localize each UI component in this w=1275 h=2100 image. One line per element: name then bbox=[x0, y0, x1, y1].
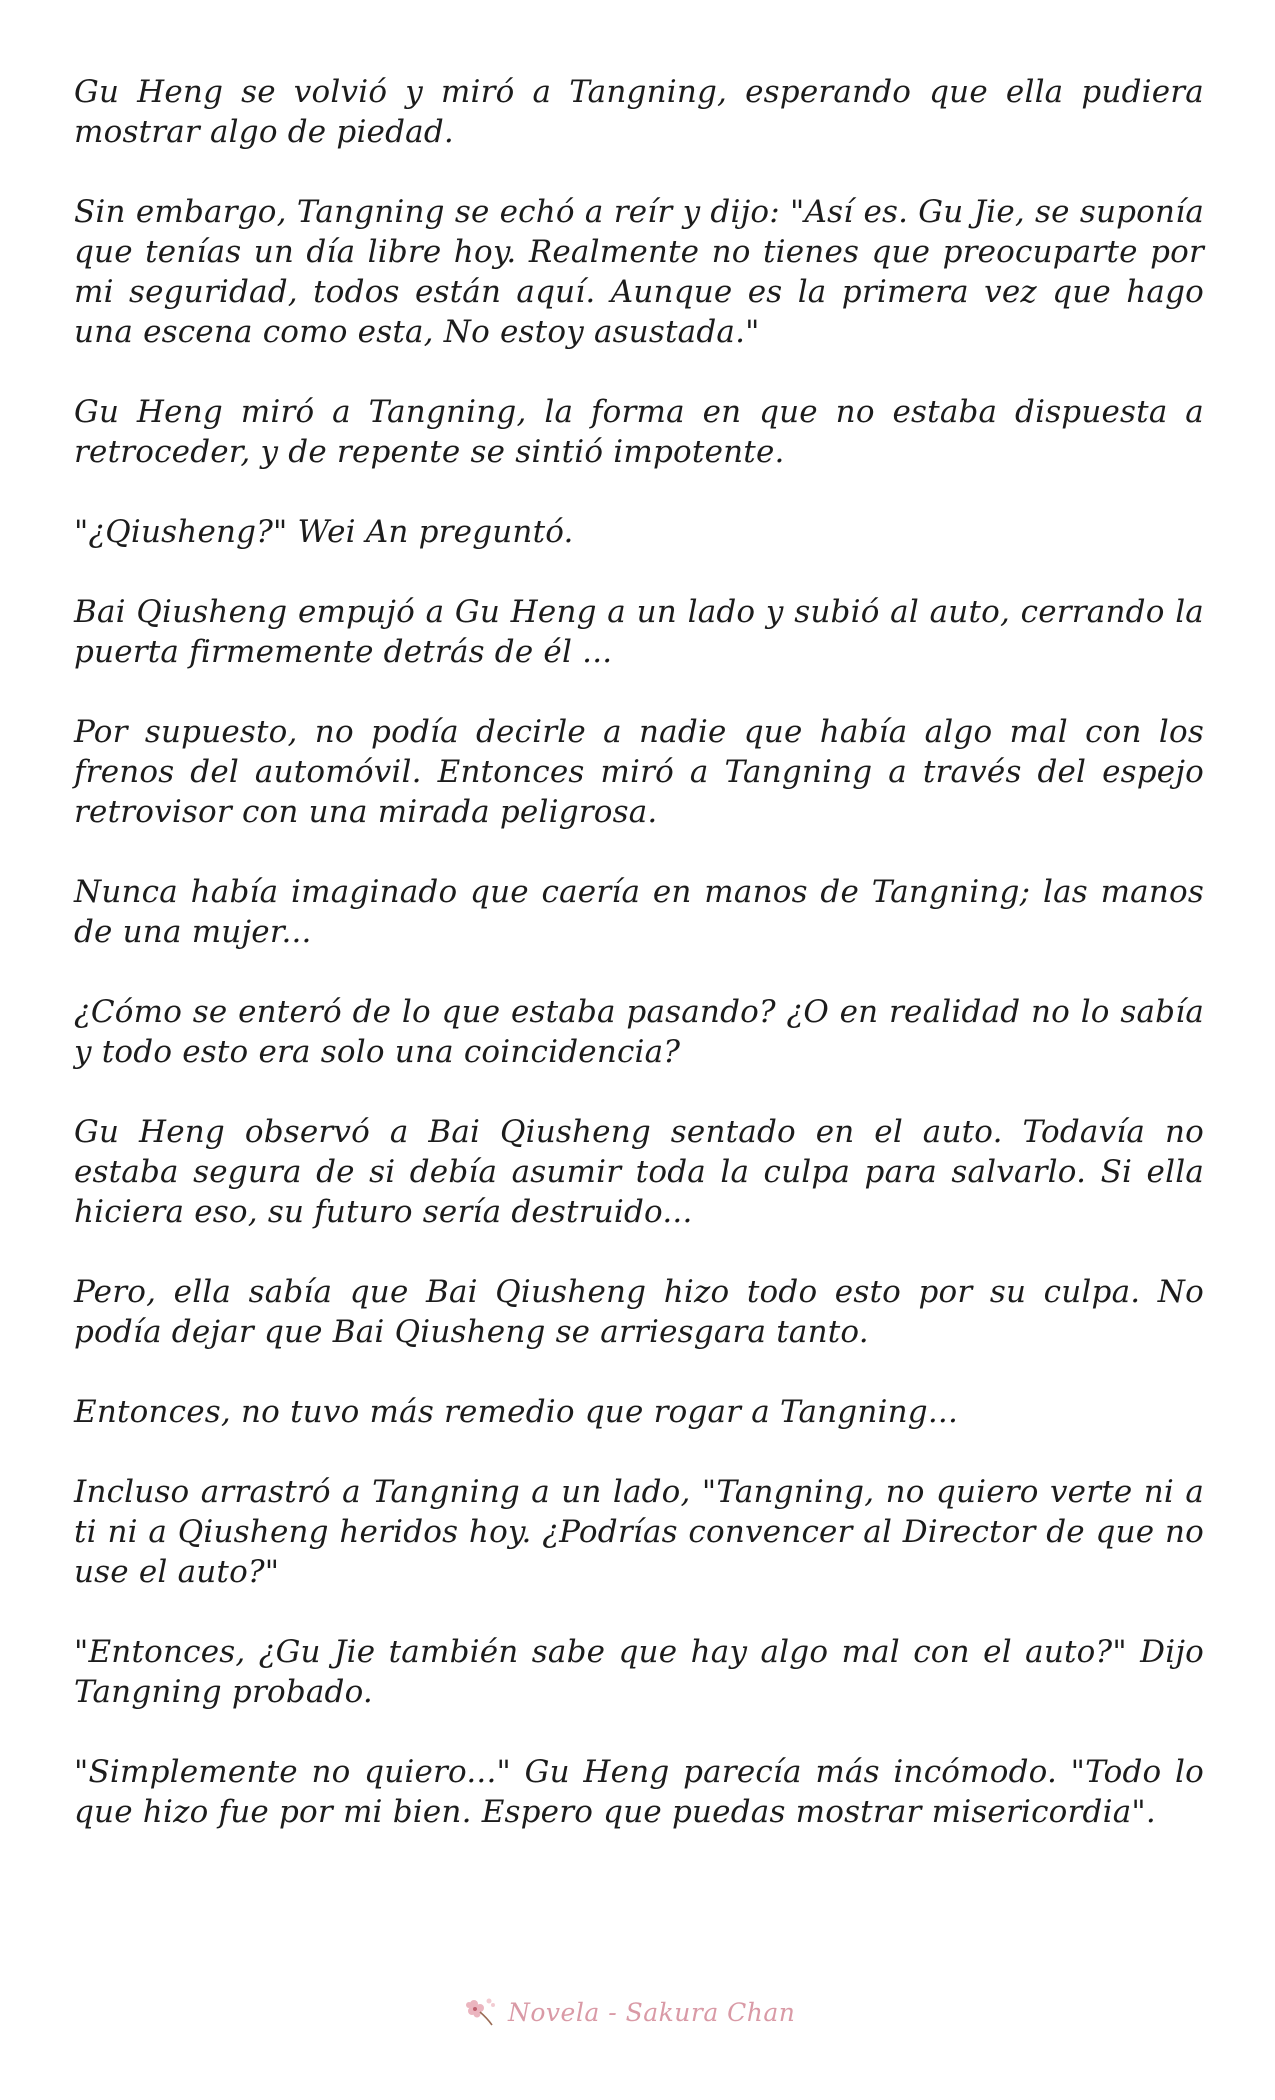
paragraph-9: Gu Heng observó a Bai Qiusheng sentado en el auto. Todavía no estaba segura de si debía asumir toda la culpa para salvarlo. Si ella hiciera eso, su futuro sería destruido... bbox=[74, 1114, 1204, 1230]
paragraph-5: Bai Qiusheng empujó a Gu Heng a un lado y subió al auto, cerrando la puerta firmemente detrás de él ... bbox=[74, 594, 1204, 670]
paragraph-13: "Entonces, ¿Gu Jie también sabe que hay algo mal con el auto?" Dijo Tangning probado. bbox=[74, 1634, 1204, 1710]
paragraph-14: "Simplemente no quiero..." Gu Heng parecía más incómodo. "Todo lo que hizo fue por mi bien. Espero que puedas mostrar misericordia". bbox=[74, 1754, 1204, 1830]
paragraph-6: Por supuesto, no podía decirle a nadie que había algo mal con los frenos del automóvil. Entonces miró a Tangning a través del espejo retrovisor con una mirada peligrosa. bbox=[74, 714, 1204, 830]
watermark bbox=[460, 1990, 820, 2034]
paragraph-2: Sin embargo, Tangning se echó a reír y dijo: "Así es. Gu Jie, se suponía que tenías un día libre hoy. Realmente no tienes que preocuparte por mi seguridad, todos están aquí. Aunque es la primera vez que hago una escena como esta, No estoy asustada." bbox=[74, 194, 1204, 350]
paragraph-7: Nunca había imaginado que caería en manos de Tangning; las manos de una mujer... bbox=[74, 874, 1204, 950]
paragraph-11: Entonces, no tuvo más remedio que rogar a Tangning... bbox=[74, 1394, 959, 1430]
paragraph-10: Pero, ella sabía que Bai Qiusheng hizo todo esto por su culpa. No podía dejar que Bai Qiusheng se arriesgara tanto. bbox=[74, 1274, 1204, 1350]
watermark-text: Novela - Sakura Chan bbox=[508, 1997, 796, 2027]
sakura-flower-icon bbox=[460, 1992, 500, 2032]
document-body bbox=[74, 72, 1204, 1872]
paragraph-1: Gu Heng se volvió y miró a Tangning, esperando que ella pudiera mostrar algo de piedad. bbox=[74, 74, 1204, 150]
paragraph-3: Gu Heng miró a Tangning, la forma en que no estaba dispuesta a retroceder, y de repente se sintió impotente. bbox=[74, 394, 1204, 470]
paragraph-4: "¿Qiusheng?" Wei An preguntó. bbox=[74, 514, 574, 550]
paragraph-8: ¿Cómo se enteró de lo que estaba pasando? ¿O en realidad no lo sabía y todo esto era solo una coincidencia? bbox=[74, 994, 1204, 1070]
paragraph-12: Incluso arrastró a Tangning a un lado, "Tangning, no quiero verte ni a ti ni a Qiusheng heridos hoy. ¿Podrías convencer al Director de que no use el auto?" bbox=[74, 1474, 1204, 1590]
